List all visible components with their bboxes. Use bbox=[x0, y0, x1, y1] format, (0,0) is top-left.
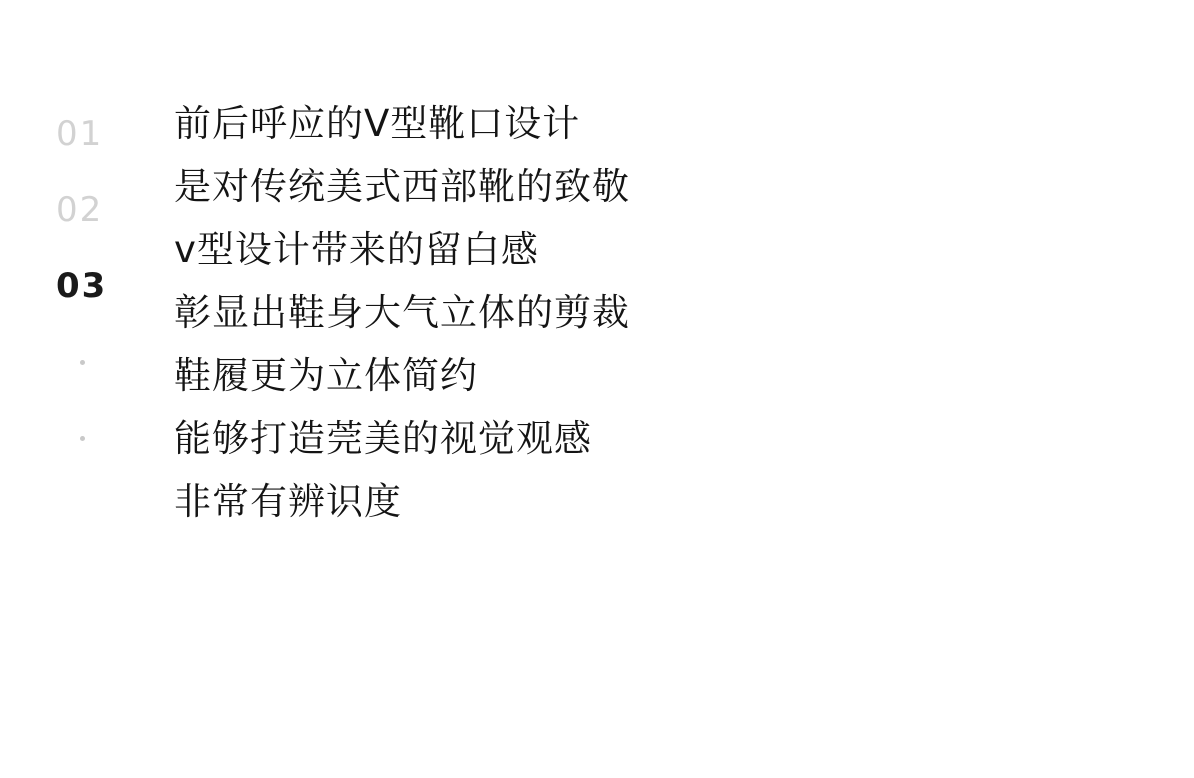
step-dot-2 bbox=[52, 400, 148, 476]
step-indicator-03[interactable]: 03 bbox=[56, 266, 108, 306]
body-line: 前后呼应的V型靴口设计 bbox=[174, 102, 581, 145]
body-line: 是对传统美式西部靴的致敬 bbox=[174, 165, 630, 208]
dot-icon bbox=[80, 436, 85, 441]
step-indicator-02[interactable]: 02 bbox=[56, 190, 104, 230]
body-line: 非常有辨识度 bbox=[174, 480, 402, 523]
body-line: 鞋履更为立体简约 bbox=[174, 354, 478, 397]
step-indicator-01[interactable]: 01 bbox=[56, 114, 104, 154]
body-text-block bbox=[174, 92, 1074, 533]
dot-icon bbox=[80, 360, 85, 365]
body-line: 彰显出鞋身大气立体的剪裁 bbox=[174, 291, 630, 334]
step-rail bbox=[52, 96, 148, 476]
body-line: v型设计带来的留白感 bbox=[174, 228, 539, 271]
body-line: 能够打造莞美的视觉观感 bbox=[174, 417, 592, 460]
step-dot-1 bbox=[52, 324, 148, 400]
